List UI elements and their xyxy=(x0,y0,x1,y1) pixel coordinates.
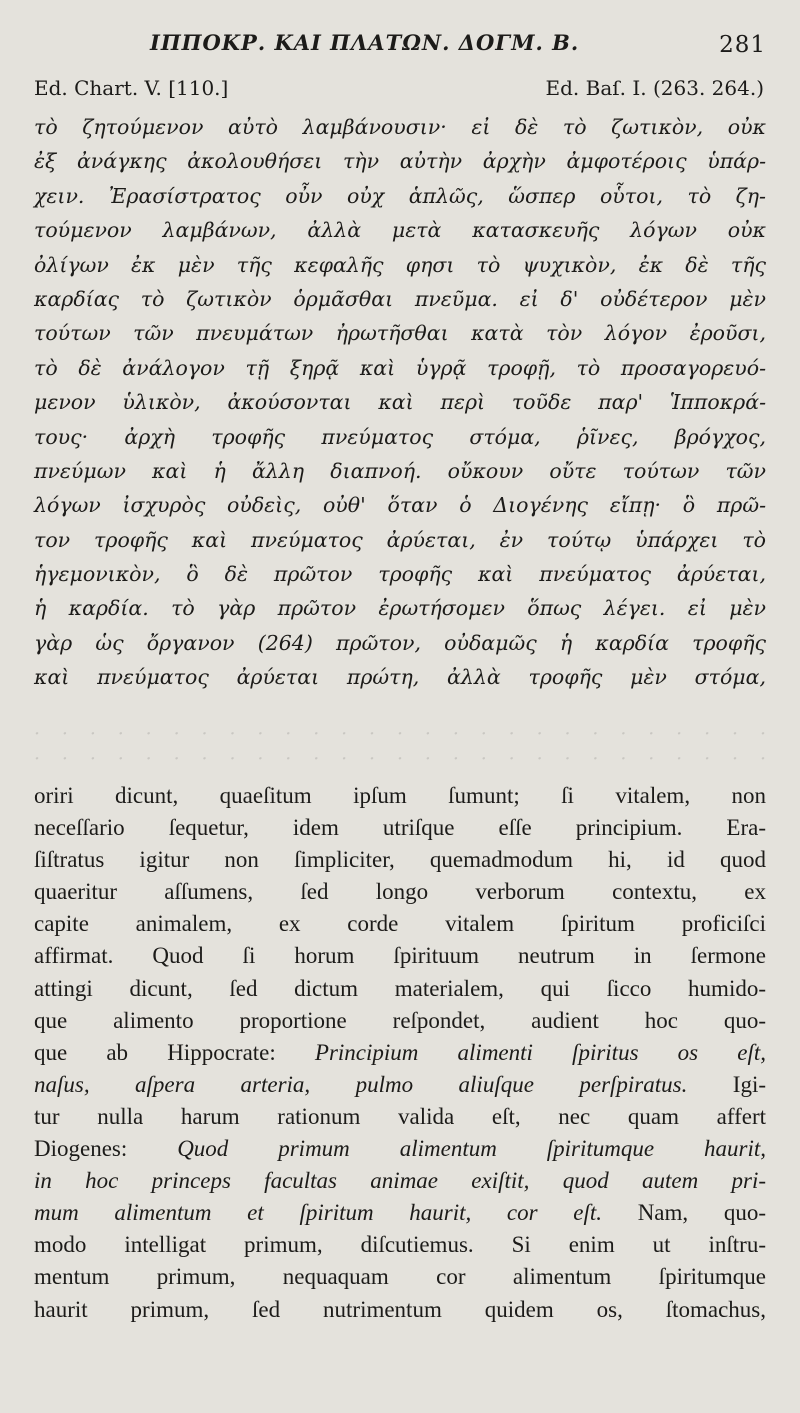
greek-text-line: μενον ὑλικὸν, ἀκούσονται καὶ περὶ τοῦδε παρ' Ἱπποκρά- xyxy=(34,390,766,415)
latin-text-line xyxy=(34,844,766,876)
latin-text-segment: tur nulla harum rationum valida eſt, nec quam affert xyxy=(34,1103,766,1129)
greek-text-line: καρδίας τὸ ζωτικὸν ὁρμᾶσθαι πνεῦμα. εἰ δ' οὐδέτερον μὲν xyxy=(34,286,766,311)
latin-text-segment: mentum primum, nequaquam cor alimentum ſpiritumque xyxy=(34,1264,766,1290)
greek-text-line: τὸ ζητούμενον αὐτὸ λαμβάνουσιν· εἰ δὲ τὸ ζωτικὸν, οὐκ xyxy=(34,115,766,139)
latin-quotation-segment: Principium alimenti ſpiritus os eſt, xyxy=(314,1039,766,1065)
latin-quotation-segment: Quod primum alimentum ſpiritumque haurit, xyxy=(177,1136,766,1162)
latin-text-line xyxy=(34,1229,766,1261)
latin-text-segment: haurit primum, ſed nutrimentum quidem os, ſtomachus, xyxy=(34,1296,766,1322)
latin-text-segment: attingi dicunt, ſed dictum materialem, qui ſicco humido- xyxy=(34,975,766,1001)
greek-text-line: τους· ἀρχὴ τροφῆς πνεύματος στόμα, ῥῖνες, βρόγχος, xyxy=(34,424,766,449)
latin-text-segment: modo intelligat primum, diſcutiemus. Si enim ut inſtru- xyxy=(34,1232,766,1258)
latin-text-segment: que ab Hippocrate: xyxy=(34,1039,315,1065)
latin-text-line xyxy=(34,1197,766,1229)
greek-text-line: τον τροφῆς καὶ πνεύματος ἀρύεται, ἐν τούτῳ ὑπάρχει τὸ xyxy=(34,527,766,552)
latin-text-segment: Igi- xyxy=(687,1071,766,1097)
latin-text-line xyxy=(34,780,766,812)
latin-text-line xyxy=(34,1261,766,1293)
greek-text-line: ὀλίγων ἐκ μὲν τῆς κεφαλῆς φησι τὸ ψυχικὸν, ἐκ δὲ τῆς xyxy=(34,252,766,277)
latin-text-line xyxy=(34,1101,766,1133)
latin-text-segment: affirmat. Quod ſi horum ſpirituum neutrum in ſermone xyxy=(34,943,766,969)
latin-text-segment: oriri dicunt, quaeſitum ipſum ſumunt; ſi vitalem, non xyxy=(34,783,766,808)
latin-text-block xyxy=(34,780,766,1326)
greek-text-line: ἡ καρδία. τὸ γὰρ πρῶτον ἐρωτήσομεν ὅπως λέγει. εἰ μὲν xyxy=(34,596,766,621)
latin-text-line xyxy=(34,1294,766,1326)
edition-reference-chartier: Ed. Chart. V. [110.] xyxy=(34,76,229,100)
bleed-through-text: · · · · · · · · · · · · · · · · · · · · · · · · · · · · · · · · · · · · · · · · · · · · · · · · · · · · · · xyxy=(34,723,766,770)
latin-text-line xyxy=(34,1133,766,1165)
greek-text-line: λόγων ἰσχυρὸς οὐδεὶς, οὐθ' ὅταν ὁ Διογένης εἴπῃ· ὃ πρῶ- xyxy=(34,493,766,518)
latin-text-line xyxy=(34,973,766,1005)
greek-text-line: ἡγεμονικὸν, ὃ δὲ πρῶτον τροφῆς καὶ πνεύματος ἀρύεται, xyxy=(34,562,766,587)
latin-text-line xyxy=(34,876,766,908)
latin-text-segment: Diogenes: xyxy=(34,1136,178,1162)
greek-text-line: χειν. Ἐρασίστρατος οὖν οὐχ ἁπλῶς, ὥσπερ οὗτοι, τὸ ζη- xyxy=(34,183,766,208)
running-head xyxy=(0,30,800,64)
latin-text-segment: quaeritur aſſumens, ſed longo verborum contextu, ex xyxy=(34,879,766,905)
greek-text-line: γὰρ ὡς ὄργανον (264) πρῶτον, οὐδαμῶς ἡ καρδία τροφῆς xyxy=(34,630,766,655)
latin-text-line xyxy=(34,908,766,940)
latin-text-line xyxy=(34,812,766,844)
latin-text-segment: neceſſario ſequetur, idem utriſque eſſe principium. Era- xyxy=(34,815,766,841)
edition-reference-line xyxy=(34,76,764,106)
latin-text-line xyxy=(34,940,766,972)
edition-reference-basel: Ed. Baſ. I. (263. 264.) xyxy=(545,76,764,100)
greek-text-line: τούμενον λαμβάνων, ἀλλὰ μετὰ κατασκευῆς λόγων οὐκ xyxy=(34,218,766,243)
latin-text-line xyxy=(34,1069,766,1101)
latin-quotation-segment: in hoc princeps facultas animae exiſtit, quod autem pri- xyxy=(34,1168,766,1194)
greek-text-line: τὸ δὲ ἀνάλογον τῇ ξηρᾷ καὶ ὑγρᾷ τροφῇ, τὸ προσαγορευό- xyxy=(34,355,766,380)
greek-text-line: καὶ πνεύματος ἀρύεται πρώτη, ἀλλὰ τροφῆς μὲν στόμα, xyxy=(34,665,766,690)
greek-text-line: πνεύμων καὶ ἡ ἄλλη διαπνοή. οὔκουν οὔτε τούτων τῶν xyxy=(34,458,766,483)
running-title: ΙΠΠΟΚΡ. ΚΑΙ ΠΛΑΤΩΝ. ΔΟΓΜ. Β. xyxy=(150,30,580,55)
latin-text-segment: ſiſtratus igitur non ſimpliciter, quemadmodum hi, id quod xyxy=(34,847,766,873)
latin-quotation-segment: naſus, aſpera arteria, pulmo aliuſque perſpiratus. xyxy=(34,1071,688,1097)
latin-text-line xyxy=(34,1037,766,1069)
latin-text-segment: Nam, quo- xyxy=(602,1200,766,1226)
greek-text-line: τούτων τῶν πνευμάτων ἠρωτῆσθαι κατὰ τὸν λόγον ἐροῦσι, xyxy=(34,321,766,346)
latin-text-segment: capite animalem, ex corde vitalem ſpiritum proficiſci xyxy=(34,911,766,937)
greek-text-block xyxy=(34,110,766,695)
latin-quotation-segment: mum alimentum et ſpiritum haurit, cor eſt. xyxy=(34,1200,603,1226)
latin-text-segment: que alimento proportione reſpondet, audient hoc quo- xyxy=(34,1007,766,1033)
latin-text-line xyxy=(34,1005,766,1037)
greek-text-line: ἐξ ἀνάγκης ἀκολουθήσει τὴν αὐτὴν ἀρχὴν ἀμφοτέροις ὑπάρ- xyxy=(34,149,766,174)
page-number: 281 xyxy=(719,32,766,58)
latin-text-line xyxy=(34,1165,766,1197)
